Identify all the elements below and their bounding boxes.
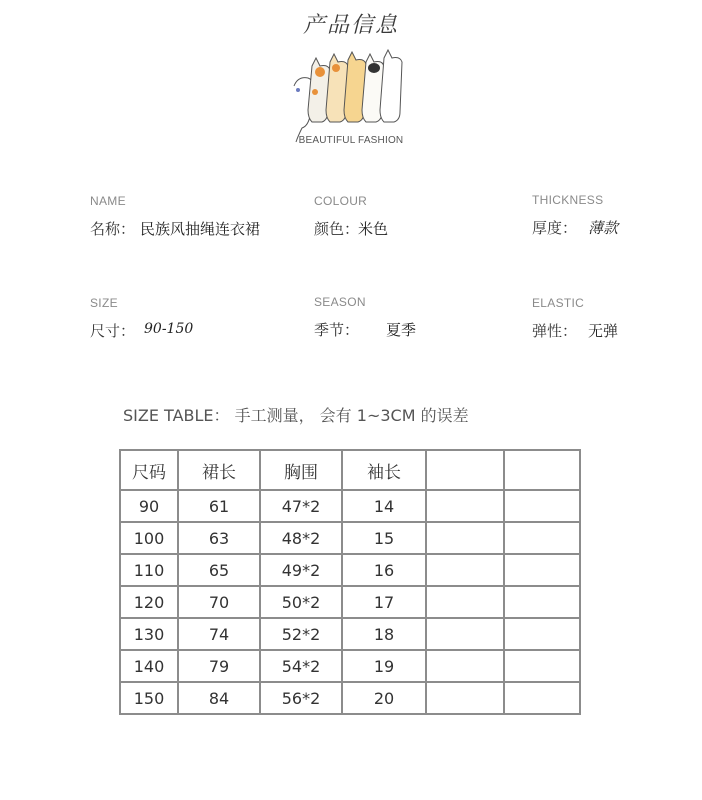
size-label-en: SIZE — [90, 296, 118, 310]
size-value: 90-150 — [144, 321, 194, 337]
table-cell: 49*2 — [260, 554, 342, 586]
table-cell — [504, 490, 580, 522]
colour-value: 米色 — [358, 220, 389, 238]
table-cell — [504, 586, 580, 618]
table-cell: 90 — [120, 490, 178, 522]
table-cell — [426, 586, 504, 618]
name-label-cn: 名称： — [90, 220, 136, 238]
thickness-field — [532, 193, 619, 237]
table-cell — [426, 490, 504, 522]
elastic-field — [532, 296, 619, 340]
table-cell: 100 — [120, 522, 178, 554]
table-cell: 79 — [178, 650, 260, 682]
table-row — [120, 586, 580, 618]
thickness-value: 薄款 — [588, 219, 619, 237]
table-row — [120, 682, 580, 714]
table-cell — [426, 682, 504, 714]
size-table-heading: SIZE TABLE： 手工测量， 会有 1~3CM 的误差 — [123, 406, 469, 425]
elastic-label-en: ELASTIC — [532, 296, 585, 310]
table-header-cell: 胸围 — [260, 450, 342, 490]
page-title: 产品信息 — [302, 13, 399, 38]
table-cell: 50*2 — [260, 586, 342, 618]
season-value: 夏季 — [386, 321, 417, 339]
thickness-label-en: THICKNESS — [532, 193, 604, 207]
colour-label-en: COLOUR — [314, 194, 368, 208]
table-cell: 63 — [178, 522, 260, 554]
table-cell: 61 — [178, 490, 260, 522]
size-label-cn: 尺寸： — [90, 322, 136, 340]
table-cell — [426, 650, 504, 682]
table-cell — [504, 682, 580, 714]
table-header-cell: 袖长 — [342, 450, 426, 490]
table-cell: 84 — [178, 682, 260, 714]
table-cell: 74 — [178, 618, 260, 650]
table-cell: 17 — [342, 586, 426, 618]
table-cell: 20 — [342, 682, 426, 714]
table-cell: 14 — [342, 490, 426, 522]
name-value: 民族风抽绳连衣裙 — [140, 220, 261, 238]
table-cell: 110 — [120, 554, 178, 586]
table-cell — [426, 522, 504, 554]
table-cell: 130 — [120, 618, 178, 650]
table-header-row — [120, 450, 580, 490]
table-cell: 150 — [120, 682, 178, 714]
table-cell: 18 — [342, 618, 426, 650]
colour-label-cn: 颜色： — [314, 220, 360, 238]
thickness-label-cn: 厚度： — [532, 219, 578, 237]
elastic-value: 无弹 — [588, 322, 619, 340]
table-cell — [504, 522, 580, 554]
table-row — [120, 522, 580, 554]
table-cell — [426, 618, 504, 650]
colour-field — [314, 194, 389, 238]
table-cell — [426, 554, 504, 586]
table-cell: 16 — [342, 554, 426, 586]
size-table — [119, 449, 581, 715]
table-cell: 47*2 — [260, 490, 342, 522]
table-header-cell: 裙长 — [178, 450, 260, 490]
table-cell — [504, 554, 580, 586]
table-cell: 140 — [120, 650, 178, 682]
table-row — [120, 650, 580, 682]
season-label-en: SEASON — [314, 295, 366, 309]
table-cell: 120 — [120, 586, 178, 618]
table-row — [120, 618, 580, 650]
table-row — [120, 554, 580, 586]
table-cell — [504, 618, 580, 650]
table-cell: 70 — [178, 586, 260, 618]
name-field — [90, 194, 261, 238]
size-field — [90, 296, 194, 340]
elastic-label-cn: 弹性： — [532, 322, 578, 340]
table-cell: 54*2 — [260, 650, 342, 682]
table-cell: 48*2 — [260, 522, 342, 554]
table-header-cell — [504, 450, 580, 490]
season-field — [314, 295, 417, 339]
name-label-en: NAME — [90, 194, 126, 208]
table-header-cell: 尺码 — [120, 450, 178, 490]
table-row — [120, 490, 580, 522]
logo-text: BEAUTIFUL FASHION — [298, 135, 404, 146]
table-header-cell — [426, 450, 504, 490]
table-cell: 19 — [342, 650, 426, 682]
table-cell: 15 — [342, 522, 426, 554]
season-label-cn: 季节： — [314, 321, 360, 339]
table-cell: 52*2 — [260, 618, 342, 650]
table-cell: 56*2 — [260, 682, 342, 714]
table-cell — [504, 650, 580, 682]
table-cell: 65 — [178, 554, 260, 586]
